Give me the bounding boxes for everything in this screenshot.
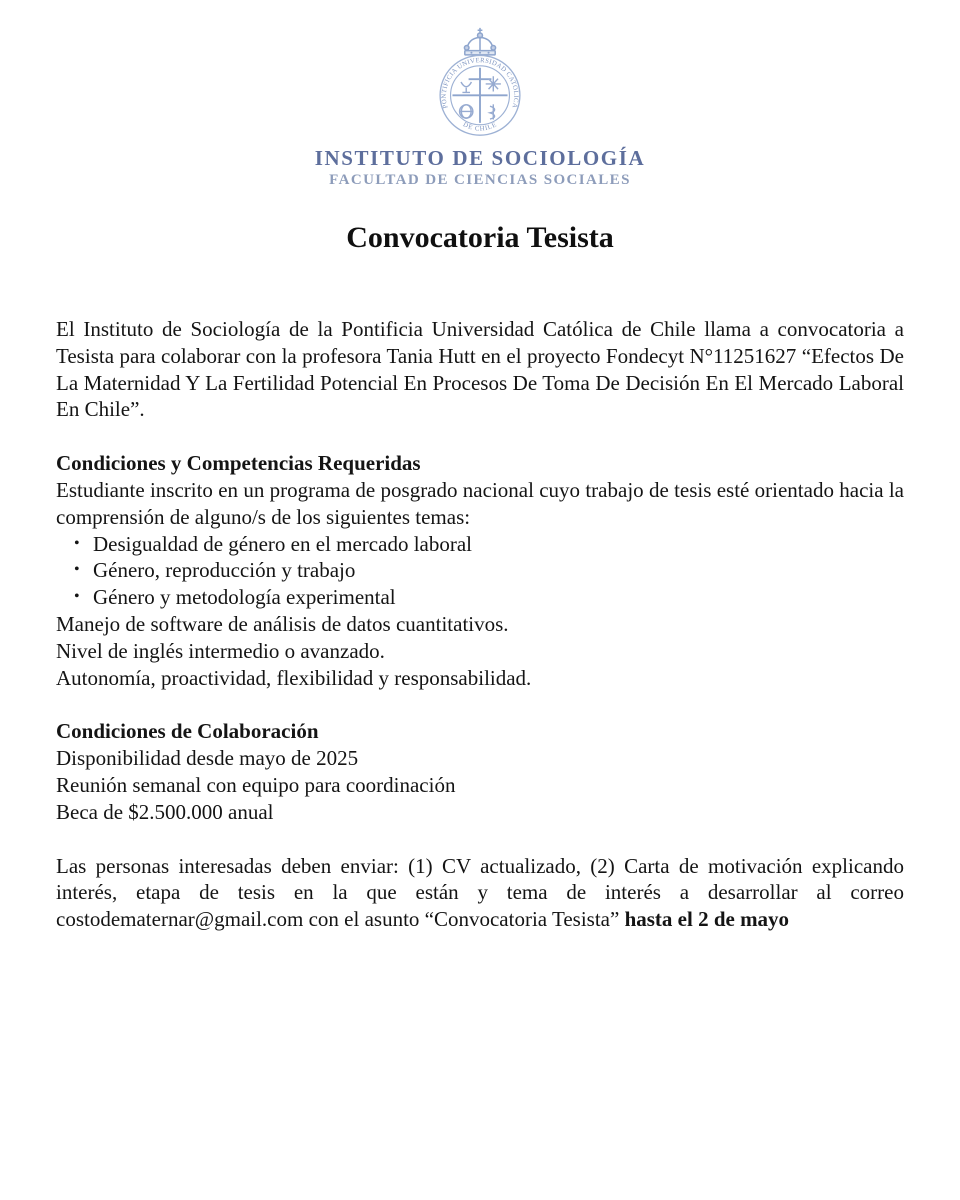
closing-paragraph xyxy=(56,853,904,933)
faculty-name: FACULTAD DE CIENCIAS SOCIALES xyxy=(329,172,631,188)
seal-ring-text-bottom: DE CHILE xyxy=(461,121,499,133)
document-body xyxy=(56,316,904,933)
deadline-text: hasta el 2 de mayo xyxy=(624,907,790,932)
requirements-heading: Condiciones y Competencias Requeridas xyxy=(56,451,421,476)
seal-ring-text-top: PONTIFICIA UNIVERSIDAD CATOLICA xyxy=(440,57,520,110)
closing-text-before-email: Las personas interesadas deben enviar: (1) CV actualizado, (2) Carta de motivación explicando interés, etapa de tesis en la que están y tema de interés a desarrollar al correo xyxy=(56,853,904,905)
seal-staff-icon xyxy=(490,104,495,119)
university-seal-logo xyxy=(423,25,537,139)
seal-globe-icon xyxy=(460,105,473,118)
collaboration-heading: Condiciones de Colaboración xyxy=(56,719,319,744)
requirements-lead: Estudiante inscrito en un programa de posgrado nacional cuyo trabajo de tesis esté orientado hacia la comprensión de alguno/s de los siguientes temas: xyxy=(56,477,904,529)
requirement-line: Manejo de software de análisis de datos cuantitativos. xyxy=(56,611,509,636)
institute-name: INSTITUTO DE SOCIOLOGÍA xyxy=(314,146,646,170)
list-item: • Desigualdad de género en el mercado laboral xyxy=(56,531,904,558)
seal-chalice-icon xyxy=(461,82,471,92)
letterhead xyxy=(0,0,960,188)
collaboration-line: Reunión semanal con equipo para coordinación xyxy=(56,772,456,797)
university-seal-icon xyxy=(423,25,537,139)
requirement-line: Nivel de inglés intermedio o avanzado. xyxy=(56,638,385,663)
intro-paragraph: El Instituto de Sociología de la Pontificia Universidad Católica de Chile llama a convocatoria a Tesista para colaborar con la profesora Tania Hutt en el proyecto Fondecyt N°11251627 “Efectos De La Maternidad Y La Fertilidad Potencial En Procesos De Toma De Decisión En El Mercado Laboral En Chile”. xyxy=(56,317,904,422)
list-item: • Género y metodología experimental xyxy=(56,584,904,611)
requirement-line: Autonomía, proactividad, flexibilidad y responsabilidad. xyxy=(56,665,532,690)
collaboration-section xyxy=(56,718,904,825)
collaboration-line: Disponibilidad desde mayo de 2025 xyxy=(56,746,359,771)
crown-icon xyxy=(464,28,495,55)
closing-text-after-email: con el asunto “Convocatoria Tesista” xyxy=(303,907,625,932)
document-title: Convocatoria Tesista xyxy=(346,221,614,254)
requirements-section xyxy=(56,450,904,691)
topic-list xyxy=(56,531,904,611)
collaboration-line: Beca de $2.500.000 anual xyxy=(56,799,274,824)
email-address: costodematernar@gmail.com xyxy=(56,907,304,932)
list-item: • Género, reproducción y trabajo xyxy=(56,557,904,584)
